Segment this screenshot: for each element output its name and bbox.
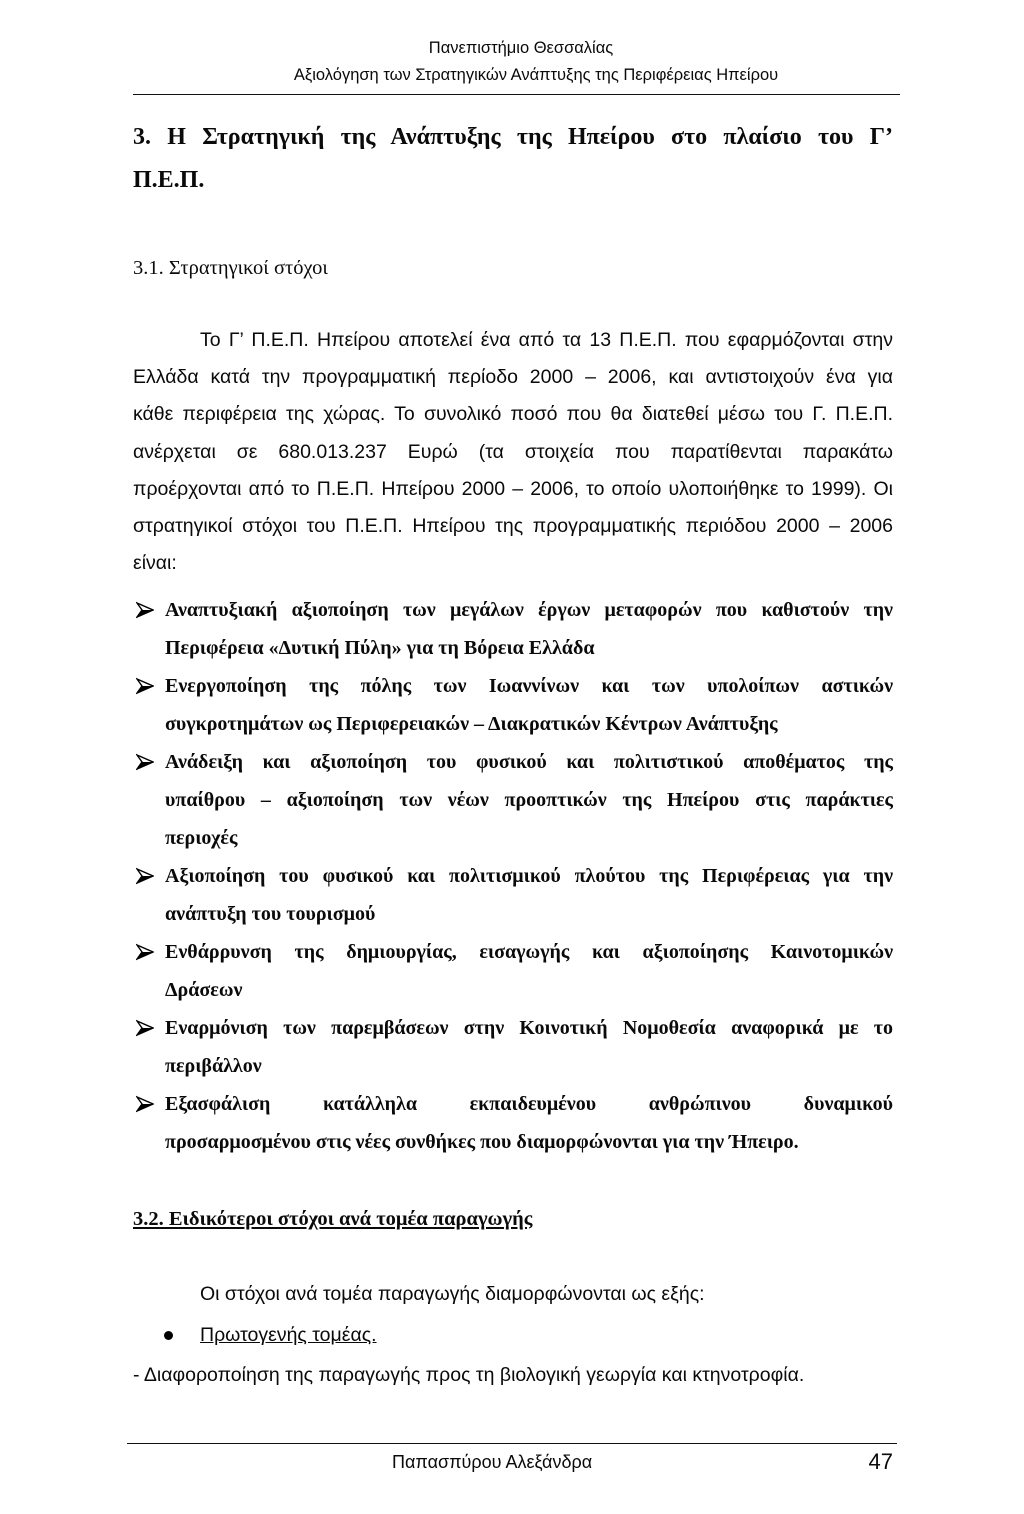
list-item [133, 1009, 893, 1085]
list-item-line: περιοχές [165, 827, 238, 849]
list-item-line: Αξιοποίηση του φυσικού και πολιτισμικού πλούτου της Περιφέρειας για την [165, 865, 893, 887]
list-item-line: Εναρμόνιση των παρεμβάσεων στην Κοινοτική Νομοθεσία αναφορικά με το [165, 1017, 893, 1039]
sector-label: Πρωτογενής τομέας. [200, 1324, 377, 1346]
list-item [133, 1085, 893, 1161]
list-item-line: Ανάδειξη και αξιοποίηση του φυσικού και πολιτιστικού αποθέματος της [165, 751, 893, 773]
arrowhead-icon [136, 1095, 154, 1113]
list-item-line: περιβάλλον [165, 1055, 262, 1077]
list-item [133, 857, 893, 933]
list-item [133, 933, 893, 1009]
header-university: Πανεπιστήμιο Θεσσαλίας [428, 39, 614, 57]
paragraph-line: κάθε περιφέρεια της χώρας. Το συνολικό ποσό που θα διατεθεί μέσω του Γ. Π.Ε.Π. [133, 403, 893, 426]
arrowhead-icon [136, 753, 154, 771]
section-heading-3-2: 3.2. Ειδικότεροι στόχοι ανά τομέα παραγωγής [133, 1208, 533, 1230]
arrowhead-icon [136, 1019, 154, 1037]
bullet-dot-icon [164, 1331, 173, 1340]
paragraph-line: Ελλάδα κατά την προγραμματική περίοδο 2000 – 2006, και αντιστοιχούν ένα για [133, 366, 893, 389]
section-intro: Οι στόχοι ανά τομέα παραγωγής διαμορφώνονται ως εξής: [200, 1283, 705, 1305]
list-item-line: Εξασφάλιση κατάλληλα εκπαιδευμένου ανθρώπινου δυναμικού [165, 1093, 893, 1115]
chapter-heading-line: Π.Ε.Π. [133, 167, 205, 193]
arrowhead-icon [136, 677, 154, 695]
list-item-line: Περιφέρεια «Δυτική Πύλη» για τη Βόρεια Ελλάδα [165, 637, 595, 659]
section-heading-3-1: 3.1. Στρατηγικοί στόχοι [133, 257, 328, 279]
footer-author: Παπασπύρου Αλεξάνδρα [392, 1452, 593, 1472]
objectives-list [133, 591, 893, 1161]
list-item-line: Ενθάρρυνση της δημιουργίας, εισαγωγής και αξιοποίησης Καινοτομικών [165, 941, 893, 963]
intro-paragraph [133, 322, 893, 582]
footer-rule [127, 1443, 897, 1444]
paragraph-line: στρατηγικοί στόχοι του Π.Ε.Π. Ηπείρου της προγραμματικής περιόδου 2000 – 2006 [133, 514, 893, 537]
paragraph-line: Το Γ’ Π.Ε.Π. Ηπείρου αποτελεί ένα από τα 13 Π.Ε.Π. που εφαρμόζονται στην [200, 329, 893, 351]
header-rule [133, 94, 900, 95]
list-item-line: Αναπτυξιακή αξιοποίηση των μεγάλων έργων μεταφορών που καθιστούν την [165, 599, 893, 621]
list-item-line: Ενεργοποίηση της πόλης των Ιωαννίνων και των υπολοίπων αστικών [165, 675, 893, 697]
list-item-line: συγκροτημάτων ως Περιφερειακών – Διακρατικών Κέντρων Ανάπτυξης [165, 713, 778, 735]
list-item-line: Δράσεων [165, 979, 243, 1001]
arrowhead-icon [136, 943, 154, 961]
paragraph-line: είναι: [133, 552, 177, 575]
list-item [133, 591, 893, 667]
list-item [133, 667, 893, 743]
arrowhead-icon [136, 601, 154, 619]
list-item [133, 743, 893, 857]
sector-goal-item: - Διαφοροποίηση της παραγωγής προς τη βιολογική γεωργία και κτηνοτροφία. [133, 1364, 805, 1386]
arrowhead-icon [136, 867, 154, 885]
list-item-line: υπαίθρου – αξιοποίηση των νέων προοπτικών της Ηπείρου στις παράκτιες [165, 789, 893, 811]
list-item-line: ανάπτυξη του τουρισμού [165, 903, 376, 925]
list-item-line: προσαρμοσμένου στις νέες συνθήκες που διαμορφώνονται για την Ήπειρο. [165, 1131, 799, 1153]
paragraph-line: προέρχονται από το Π.Ε.Π. Ηπείρου 2000 – 2006, το οποίο υλοποιήθηκε το 1999). Οι [133, 477, 893, 500]
chapter-heading-line: 3. Η Στρατηγική της Ανάπτυξης της Ηπείρου στο πλαίσιο του Γ’ [133, 124, 893, 150]
header-title: Αξιολόγηση των Στρατηγικών Ανάπτυξης της Περιφέρειας Ηπείρου [293, 66, 779, 84]
chapter-heading [133, 116, 893, 202]
paragraph-line: ανέρχεται σε 680.013.237 Ευρώ (τα στοιχεία που παρατίθενται παρακάτω [133, 440, 893, 463]
page-number: 47 [868, 1449, 893, 1474]
